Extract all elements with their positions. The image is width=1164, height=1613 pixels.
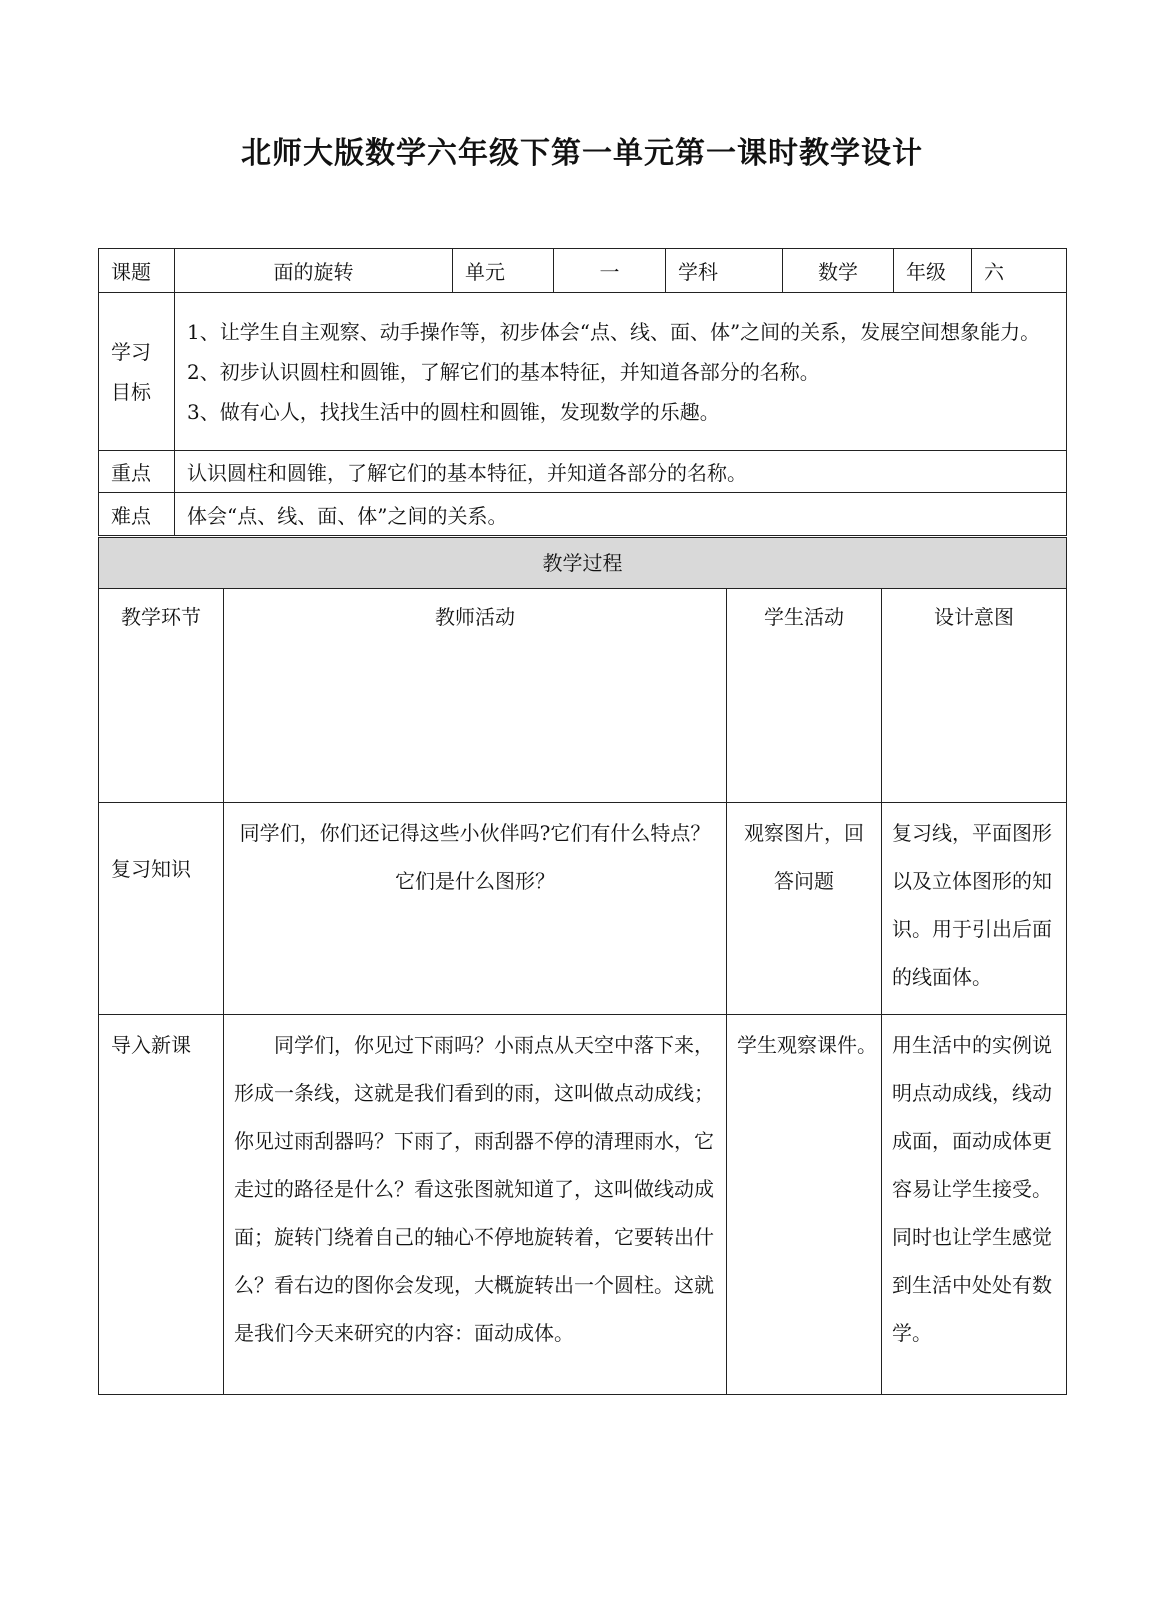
key-point-text: 认识圆柱和圆锥，了解它们的基本特征，并知道各部分的名称。 [175, 451, 1067, 493]
key-point-row [99, 451, 1067, 493]
teacher-activity-intro: 同学们，你见过下雨吗？小雨点从天空中落下来，形成一条线，这就是我们看到的雨，这叫做点动成线；你见过雨刮器吗？下雨了，雨刮器不停的清理雨水，它走过的路径是什么？看这张图就知道了，这叫做线动成面；旋转门绕着自己的轴心不停地旋转着，它要转出什么？看右边的图你会发现，大概旋转出一个圆柱。这就是我们今天来研究的内容：面动成体。 [224, 1015, 727, 1395]
goal-item: 1、让学生自主观察、动手操作等，初步体会“点、线、面、体”之间的关系，发展空间想象能力。 [187, 319, 1041, 344]
lesson-info-table [98, 248, 1067, 536]
topic-value: 面的旋转 [175, 249, 453, 293]
difficulty-row [99, 493, 1067, 536]
goals-label [99, 293, 175, 451]
process-title: 教学过程 [99, 538, 1067, 589]
grade-label: 年级 [894, 249, 972, 293]
goals-label-line1: 学习 [111, 339, 151, 364]
student-activity-review: 观察图片，回答问题 [727, 803, 882, 1015]
header-teacher: 教师活动 [224, 589, 727, 803]
goals-row [99, 293, 1067, 451]
unit-value: 一 [554, 249, 666, 293]
info-row [99, 249, 1067, 293]
process-title-row [99, 538, 1067, 589]
table-row [99, 803, 1067, 1015]
goal-item: 3、做有心人，找找生活中的圆柱和圆锥，发现数学的乐趣。 [187, 399, 720, 424]
goals-content [175, 293, 1067, 451]
difficulty-label: 难点 [99, 493, 175, 536]
table-row [99, 1015, 1067, 1395]
subject-label: 学科 [666, 249, 783, 293]
student-activity-intro: 学生观察课件。 [727, 1015, 882, 1395]
document-title: 北师大版数学六年级下第一单元第一课时教学设计 [241, 136, 923, 171]
difficulty-text: 体会“点、线、面、体”之间的关系。 [175, 493, 1067, 536]
grade-value: 六 [972, 249, 1067, 293]
teaching-process-table [98, 537, 1067, 1395]
header-stage: 教学环节 [99, 589, 224, 803]
design-intent-review: 复习线，平面图形以及立体图形的知识。用于引出后面的线面体。 [882, 803, 1067, 1015]
design-intent-intro: 用生活中的实例说明点动成线，线动成面，面动成体更容易让学生接受。同时也让学生感觉到生活中处处有数学。 [882, 1015, 1067, 1395]
header-intent: 设计意图 [882, 589, 1067, 803]
goal-item: 2、初步认识圆柱和圆锥，了解它们的基本特征，并知道各部分的名称。 [187, 359, 820, 384]
stage-review: 复习知识 [99, 803, 224, 1015]
subject-value: 数学 [783, 249, 894, 293]
stage-intro: 导入新课 [99, 1015, 224, 1395]
header-student: 学生活动 [727, 589, 882, 803]
topic-label: 课题 [99, 249, 175, 293]
key-point-label: 重点 [99, 451, 175, 493]
teacher-activity-review: 同学们，你们还记得这些小伙伴吗?它们有什么特点？它们是什么图形？ [224, 803, 727, 1015]
unit-label: 单元 [453, 249, 554, 293]
goals-label-line2: 目标 [111, 379, 151, 404]
process-header-row [99, 589, 1067, 803]
